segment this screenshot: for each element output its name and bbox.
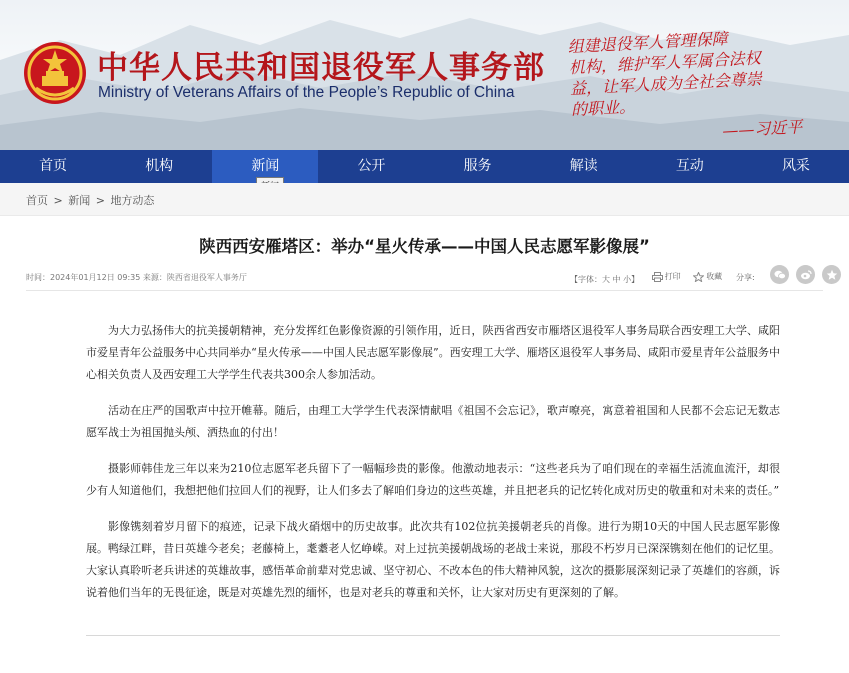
article-body	[86, 320, 780, 618]
print-icon	[652, 272, 663, 282]
leader-quote	[567, 24, 813, 149]
nav-item-service[interactable]: 服务	[463, 158, 492, 174]
quote-line: 机构，维护军人军属合法权	[568, 48, 762, 78]
article-paragraph: 为大力弘扬伟大的抗美援朝精神，充分发挥红色影像资源的引领作用，近日，陕西省西安市雁塔区退役军人事务局联合西安理工大学、咸阳市爱星青年公益服务中心共同举办“星火传承——中国人民志愿军影像展”。西安理工大学、雁塔区退役军人事务局、咸阳市爱星青年公益服务中心相关负责人及西安理工大学学生代表共300余人参加活动。	[86, 324, 780, 381]
national-emblem-icon	[22, 40, 88, 106]
article-paragraph: 活动在庄严的国歌声中拉开帷幕。随后，由理工大学学生代表深情献唱《祖国不会忘记》，歌声嘹亮，寓意着祖国和人民都不会忘记无数志愿军战士为祖国抛头颅、洒热血的付出！	[86, 404, 780, 439]
breadcrumb-separator: >	[53, 194, 63, 207]
nav-item-home[interactable]: 首页	[39, 158, 68, 174]
weibo-icon	[800, 270, 812, 280]
article-bottom-divider	[86, 635, 780, 636]
print-button[interactable]	[652, 271, 681, 282]
nav-item-news[interactable]: 新闻	[212, 150, 318, 183]
wechat-icon	[774, 270, 786, 280]
favorite-button[interactable]	[693, 271, 722, 282]
breadcrumb-news[interactable]: 新闻	[68, 194, 91, 207]
main-nav	[0, 150, 849, 183]
nav-item-public[interactable]: 公开	[357, 158, 386, 174]
quote-signature: ——习近平	[721, 117, 803, 141]
nav-item-interaction[interactable]: 互动	[675, 158, 704, 174]
share-label: 分享:	[736, 273, 755, 282]
breadcrumb-separator: >	[95, 194, 105, 207]
favorite-label: 收藏	[706, 272, 723, 281]
font-size-selector[interactable]: 【字体：大 中 小】	[570, 274, 640, 284]
article-meta: 时间：2024年01月12日 09:35 来源：陕西省退役军人事务厅	[26, 273, 247, 282]
meta-divider	[26, 290, 823, 291]
site-title-en: Ministry of Veterans Affairs of the People’s Republic of China	[98, 84, 515, 101]
nav-item-interpretation[interactable]: 解读	[569, 158, 598, 174]
article-tools	[570, 271, 732, 285]
site-title-cn: 中华人民共和国退役军人事务部	[97, 50, 545, 86]
quote-line: 益，让军人成为全社会尊崇	[569, 69, 763, 99]
breadcrumb-home[interactable]: 首页	[26, 194, 48, 207]
quote-line: 的职业。	[570, 96, 636, 120]
header-banner	[0, 0, 849, 150]
article-paragraph: 摄影师韩佳龙三年以来为210位志愿军老兵留下了一幅幅珍贵的影像。他激动地表示：“这些老兵为了咱们现在的幸福生活流血流汗，却很少有人知道他们，我想把他们拉回人们的视野，让人们多去了解咱们身边的这些英雄，并且把老兵的记忆转化成对历史的敬重和对未来的责任。”	[86, 462, 780, 497]
qzone-share-button[interactable]	[822, 265, 841, 284]
print-label: 打印	[664, 272, 681, 281]
breadcrumb-bar	[0, 183, 849, 216]
quote-line: 组建退役军人管理保障	[567, 28, 729, 57]
nav-item-organization[interactable]: 机构	[145, 158, 174, 174]
wechat-share-button[interactable]	[770, 265, 789, 284]
qzone-icon	[826, 269, 838, 281]
nav-item-showcase[interactable]: 风采	[781, 158, 810, 174]
article-title: 陕西西安雁塔区：举办“星火传承——中国人民志愿军影像展”	[199, 237, 650, 256]
star-icon	[693, 272, 704, 282]
breadcrumb	[26, 192, 156, 208]
breadcrumb-local-news[interactable]: 地方动态	[110, 194, 155, 207]
article-paragraph: 影像镌刻着岁月留下的痕迹，记录下战火硝烟中的历史故事。此次共有102位抗美援朝老兵的肖像。进行为期10天的中国人民志愿军影像展。鸭绿江畔，昔日英雄今老矣；老藤椅上，耄耋老人忆峥嵘。对上过抗美援朝战场的老战士来说，那段不朽岁月已深深镌刻在他们的记忆里。大家认真聆听老兵讲述的英雄故事，感悟革命前辈对党忠诚、坚守初心、不改本色的伟大精神风貌，这次的摄影展深刻记录了英雄们的容颜，诉说着他们当年的无畏征途，既是对英雄先烈的缅怀，也是对老兵的尊重和关怀，让大家对历史有更深刻的了解。	[86, 520, 780, 599]
weibo-share-button[interactable]	[796, 265, 815, 284]
